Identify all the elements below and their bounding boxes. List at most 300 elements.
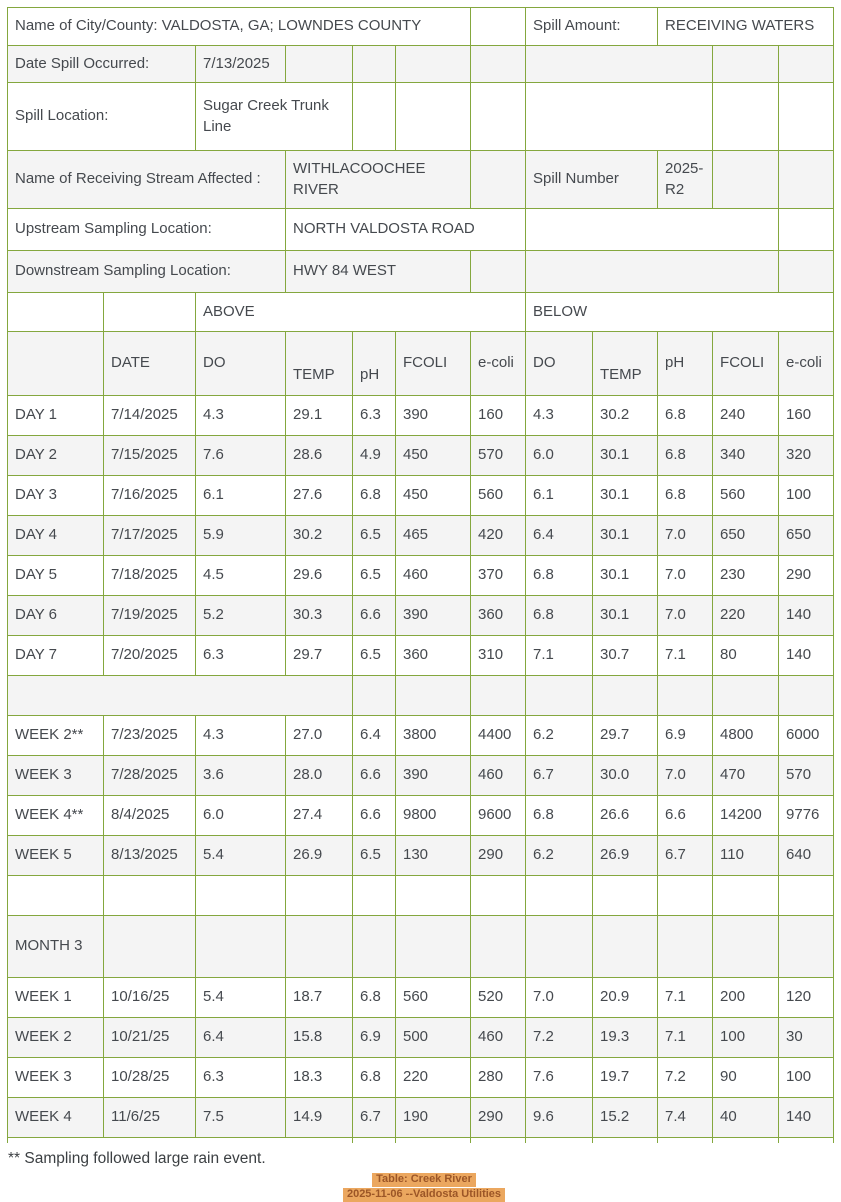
empty-cell [8,676,353,716]
empty-cell [286,46,353,83]
empty-cell [779,251,834,293]
data-cell: 140 [779,596,834,636]
data-cell: 4.3 [526,396,593,436]
date-cell: 7/15/2025 [104,436,196,476]
date-cell: 8/4/2025 [104,796,196,836]
data-cell: 320 [779,436,834,476]
data-cell: 7.0 [658,756,713,796]
data-cell: 570 [779,756,834,796]
row-label-cell: DAY 7 [8,636,104,676]
table-row [8,978,834,1018]
data-cell: 6.8 [526,596,593,636]
row-label-cell: WEEK 3 [8,756,104,796]
row-label-cell: DAY 3 [8,476,104,516]
data-cell: 7.5 [196,1098,286,1138]
empty-cell [353,676,396,716]
data-cell: 190 [396,1098,471,1138]
date-cell: 7/16/2025 [104,476,196,516]
date-cell: 8/13/2025 [104,836,196,876]
table-row [8,796,834,836]
data-cell: 7.1 [658,978,713,1018]
data-cell: 6.4 [196,1018,286,1058]
data-cell: 6.2 [526,836,593,876]
empty-cell [196,876,286,916]
data-cell: 6.0 [526,436,593,476]
date-spill-label: Date Spill Occurred: [8,46,196,83]
data-cell: 30.0 [593,756,658,796]
data-cell: 280 [471,1058,526,1098]
data-cell: 390 [396,396,471,436]
data-cell: 6.9 [658,716,713,756]
empty-cell [196,916,286,978]
table-row [8,436,834,476]
data-cell: 290 [471,1098,526,1138]
receiving-stream-label: Name of Receiving Stream Affected : [8,151,286,209]
empty-cell [593,676,658,716]
data-cell: 230 [713,556,779,596]
empty-cell [353,83,396,151]
date-cell: 11/6/25 [104,1098,196,1138]
empty-cell [713,876,779,916]
data-cell: 390 [396,596,471,636]
data-cell: 6.3 [353,396,396,436]
data-cell: 27.4 [286,796,353,836]
empty-cell [593,876,658,916]
empty-cell [593,1138,658,1143]
data-cell: 6.7 [658,836,713,876]
data-cell: 7.2 [658,1058,713,1098]
data-cell: 3800 [396,716,471,756]
data-cell: 28.0 [286,756,353,796]
empty-cell [104,293,196,332]
month-label-cell: MONTH 3 [8,916,104,978]
date-cell: 7/18/2025 [104,556,196,596]
data-cell: 30.1 [593,596,658,636]
data-cell: 450 [396,476,471,516]
empty-cell [779,1138,834,1143]
row-label-cell: WEEK 1 [8,978,104,1018]
row-label-cell: DAY 4 [8,516,104,556]
data-cell: 6.6 [353,756,396,796]
footnote: ** Sampling followed large rain event. [8,1150,841,1168]
date-cell: 10/16/25 [104,978,196,1018]
data-cell: 30.2 [286,516,353,556]
empty-cell [779,209,834,251]
data-cell: 15.2 [593,1098,658,1138]
data-cell: 6.5 [353,556,396,596]
data-cell: 4.3 [196,396,286,436]
data-cell: 7.6 [526,1058,593,1098]
data-cell: 450 [396,436,471,476]
data-cell: 140 [779,1098,834,1138]
empty-cell [471,916,526,978]
data-cell: 9.6 [526,1098,593,1138]
data-cell: 3.6 [196,756,286,796]
empty-cell [779,151,834,209]
data-cell: 130 [396,836,471,876]
data-cell: 4.5 [196,556,286,596]
row-date-spill [8,46,834,83]
empty-cell [658,916,713,978]
data-cell: 30.2 [593,396,658,436]
table-row [8,1138,834,1143]
empty-cell [471,876,526,916]
data-cell: 6.3 [196,1058,286,1098]
table-row [8,636,834,676]
empty-cell [286,876,353,916]
data-cell: 30.7 [593,636,658,676]
data-cell: 200 [713,978,779,1018]
data-cell: 6.9 [353,1018,396,1058]
data-cell: 9800 [396,796,471,836]
column-header: TEMP [286,332,353,396]
empty-cell [593,916,658,978]
empty-cell [779,916,834,978]
row-above-below [8,293,834,332]
data-cell: 4.3 [196,716,286,756]
data-cell: 26.9 [593,836,658,876]
data-cell: 30 [779,1018,834,1058]
empty-cell [353,916,396,978]
data-cell: 19.3 [593,1018,658,1058]
empty-cell [526,251,779,293]
row-column-headers [8,332,834,396]
empty-cell [471,151,526,209]
empty-cell [396,676,471,716]
column-header: FCOLI [713,332,779,396]
table-row [8,836,834,876]
data-cell: 360 [471,596,526,636]
empty-cell [713,83,779,151]
empty-cell [396,46,471,83]
table-row [8,876,834,916]
data-cell: 290 [471,836,526,876]
date-cell: 7/23/2025 [104,716,196,756]
data-cell: 6.6 [353,796,396,836]
data-cell: 560 [713,476,779,516]
empty-cell [713,676,779,716]
data-cell: 30.1 [593,516,658,556]
data-cell: 220 [396,1058,471,1098]
table-row [8,716,834,756]
data-cell: 520 [471,978,526,1018]
data-cell: 9600 [471,796,526,836]
empty-cell [353,876,396,916]
column-header: FCOLI [396,332,471,396]
column-header [8,332,104,396]
data-cell: 110 [713,836,779,876]
data-cell: 470 [713,756,779,796]
data-cell: 19.7 [593,1058,658,1098]
data-cell: 26.9 [286,836,353,876]
downstream-label: Downstream Sampling Location: [8,251,286,293]
empty-cell [471,676,526,716]
data-cell: 465 [396,516,471,556]
table-row [8,1098,834,1138]
empty-cell [526,876,593,916]
empty-cell [526,676,593,716]
data-cell: 340 [713,436,779,476]
data-cell: 7.0 [658,556,713,596]
spill-amount-label: Spill Amount: [526,8,658,46]
data-cell: 29.7 [593,716,658,756]
column-header: DO [196,332,286,396]
data-cell: 460 [471,1018,526,1058]
section-above: ABOVE [196,293,526,332]
row-label-cell: WEEK 4** [8,796,104,836]
data-cell: 5.4 [196,836,286,876]
data-cell: 7.4 [658,1098,713,1138]
row-spill-location [8,83,834,151]
data-cell: 9776 [779,796,834,836]
data-cell: 290 [779,556,834,596]
data-cell: 7.0 [526,978,593,1018]
column-header: pH [658,332,713,396]
data-cell: 30.1 [593,436,658,476]
data-cell: 6.8 [353,1058,396,1098]
data-cell: 30.3 [286,596,353,636]
empty-cell [8,293,104,332]
data-cell: 6.8 [658,436,713,476]
date-cell: 7/28/2025 [104,756,196,796]
data-cell: 5.9 [196,516,286,556]
data-cell: 6.5 [353,636,396,676]
empty-cell [526,1138,593,1143]
empty-cell [396,83,471,151]
data-cell: 6.0 [196,796,286,836]
data-cell: 30.1 [593,476,658,516]
empty-cell [713,151,779,209]
row-upstream [8,209,834,251]
data-cell: 40 [713,1098,779,1138]
row-label-cell: DAY 6 [8,596,104,636]
row-label-cell: WEEK 2** [8,716,104,756]
data-cell: 6.4 [353,716,396,756]
row-label-cell: WEEK 3 [8,1058,104,1098]
empty-cell [353,1138,396,1143]
data-cell: 29.1 [286,396,353,436]
table-row [8,1058,834,1098]
data-cell: 100 [713,1018,779,1058]
data-cell: 6.8 [526,556,593,596]
data-cell: 14.9 [286,1098,353,1138]
empty-cell [8,1138,353,1143]
empty-cell [779,83,834,151]
data-cell: 6.4 [526,516,593,556]
data-cell: 4.9 [353,436,396,476]
data-cell: 560 [471,476,526,516]
data-cell: 27.0 [286,716,353,756]
data-cell: 220 [713,596,779,636]
empty-cell [658,1138,713,1143]
empty-cell [658,676,713,716]
empty-cell [471,83,526,151]
data-cell: 7.1 [658,636,713,676]
data-cell: 5.2 [196,596,286,636]
data-cell: 6.7 [526,756,593,796]
data-cell: 28.6 [286,436,353,476]
data-cell: 500 [396,1018,471,1058]
upstream-label: Upstream Sampling Location: [8,209,286,251]
data-cell: 18.7 [286,978,353,1018]
table-row [8,756,834,796]
data-cell: 310 [471,636,526,676]
column-header: DO [526,332,593,396]
column-header: DATE [104,332,196,396]
data-cell: 15.8 [286,1018,353,1058]
empty-cell [713,1138,779,1143]
data-cell: 240 [713,396,779,436]
column-header: e-coli [779,332,834,396]
section-below: BELOW [526,293,834,332]
table-row [8,596,834,636]
data-cell: 18.3 [286,1058,353,1098]
data-cell: 6.7 [353,1098,396,1138]
column-header: e-coli [471,332,526,396]
data-cell: 29.7 [286,636,353,676]
spill-number-label: Spill Number [526,151,658,209]
data-cell: 7.1 [658,1018,713,1058]
empty-cell [526,209,779,251]
data-cell: 6.6 [353,596,396,636]
receiving-stream-value: WITHLACOOCHEE RIVER [286,151,471,209]
data-cell: 570 [471,436,526,476]
empty-cell [353,46,396,83]
sampling-report-table [7,7,834,1143]
row-label-cell: WEEK 2 [8,1018,104,1058]
date-cell: 10/28/25 [104,1058,196,1098]
empty-cell [779,876,834,916]
empty-cell [104,916,196,978]
data-cell: 6.2 [526,716,593,756]
empty-cell [471,1138,526,1143]
caption-line2: 2025-11-06 --Valdosta Utilities [343,1188,505,1202]
data-cell: 420 [471,516,526,556]
data-cell: 100 [779,476,834,516]
row-label-cell: WEEK 4 [8,1098,104,1138]
empty-cell [713,916,779,978]
data-cell: 460 [471,756,526,796]
data-cell: 14200 [713,796,779,836]
data-cell: 6.8 [353,476,396,516]
data-cell: 7.0 [658,596,713,636]
empty-cell [779,676,834,716]
data-cell: 160 [471,396,526,436]
column-header: TEMP [593,332,658,396]
table-row [8,396,834,436]
empty-cell [471,46,526,83]
table-row [8,1018,834,1058]
data-cell: 7.0 [658,516,713,556]
data-cell: 6.1 [526,476,593,516]
data-cell: 6.5 [353,516,396,556]
table-row [8,916,834,978]
data-cell: 27.6 [286,476,353,516]
data-cell: 20.9 [593,978,658,1018]
table-row [8,556,834,596]
date-cell: 10/21/25 [104,1018,196,1058]
empty-cell [713,46,779,83]
data-cell: 140 [779,636,834,676]
row-label-cell: DAY 5 [8,556,104,596]
table-row [8,516,834,556]
date-cell: 7/20/2025 [104,636,196,676]
data-cell: 650 [713,516,779,556]
data-cell: 80 [713,636,779,676]
caption-line1: Table: Creek River [372,1173,476,1187]
data-cell: 360 [396,636,471,676]
empty-cell [471,251,526,293]
row-label-cell: WEEK 5 [8,836,104,876]
data-cell: 160 [779,396,834,436]
data-cell: 6.5 [353,836,396,876]
date-spill-value: 7/13/2025 [196,46,286,83]
data-cell: 90 [713,1058,779,1098]
column-header: pH [353,332,396,396]
row-downstream [8,251,834,293]
spill-location-label: Spill Location: [8,83,196,151]
empty-cell [658,876,713,916]
table-row [8,476,834,516]
spill-amount-value: RECEIVING WATERS [658,8,834,46]
empty-cell [526,83,713,151]
empty-cell [8,876,104,916]
row-label-cell: DAY 2 [8,436,104,476]
empty-cell [526,916,593,978]
data-cell: 6.6 [658,796,713,836]
data-cell: 5.4 [196,978,286,1018]
table-row [8,676,834,716]
data-cell: 30.1 [593,556,658,596]
data-cell: 370 [471,556,526,596]
empty-cell [779,46,834,83]
data-cell: 6.3 [196,636,286,676]
empty-cell [286,916,353,978]
spill-location-value: Sugar Creek Trunk Line [196,83,353,151]
empty-cell [104,876,196,916]
row-city-county [8,8,834,46]
empty-cell [471,8,526,46]
data-cell: 26.6 [593,796,658,836]
data-cell: 650 [779,516,834,556]
empty-cell [396,1138,471,1143]
data-cell: 6.8 [353,978,396,1018]
empty-cell [526,46,713,83]
date-cell: 7/17/2025 [104,516,196,556]
data-cell: 120 [779,978,834,1018]
data-cell: 29.6 [286,556,353,596]
date-cell: 7/14/2025 [104,396,196,436]
data-cell: 6.8 [526,796,593,836]
data-cell: 6.8 [658,476,713,516]
data-cell: 4400 [471,716,526,756]
empty-cell [396,876,471,916]
date-cell: 7/19/2025 [104,596,196,636]
data-cell: 560 [396,978,471,1018]
row-label-cell: DAY 1 [8,396,104,436]
row-receiving-stream [8,151,834,209]
empty-cell [396,916,471,978]
upstream-value: NORTH VALDOSTA ROAD [286,209,526,251]
data-cell: 7.2 [526,1018,593,1058]
data-cell: 7.6 [196,436,286,476]
data-cell: 100 [779,1058,834,1098]
data-cell: 6.8 [658,396,713,436]
city-county-cell: Name of City/County: VALDOSTA, GA; LOWNDES COUNTY [8,8,471,46]
downstream-value: HWY 84 WEST [286,251,471,293]
spill-number-value: 2025-R2 [658,151,713,209]
data-cell: 4800 [713,716,779,756]
